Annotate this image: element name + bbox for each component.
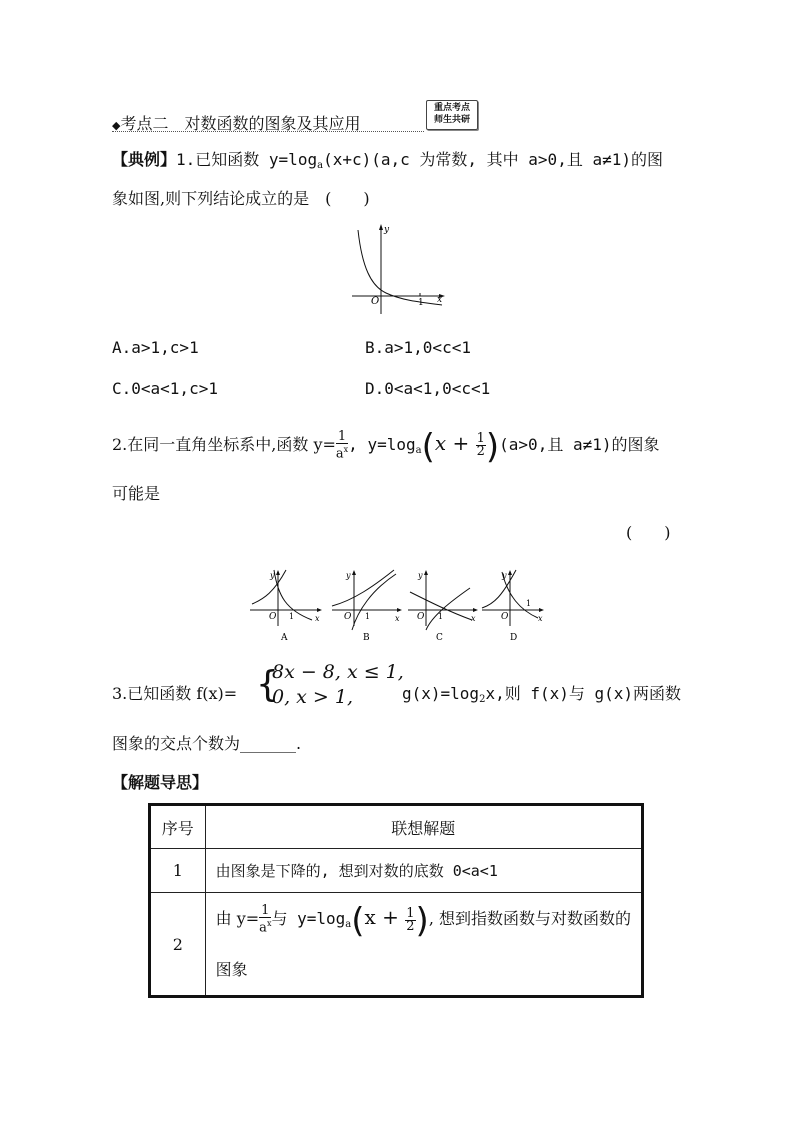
q2-line-2: 可能是 [112,484,161,503]
q1-y-label: y [384,225,390,235]
q2-answer-paren: ( ) [626,523,671,542]
guide-row-2-content [205,893,642,997]
q2b-y-label: y [346,571,351,580]
q2d-y-arrow-icon [508,570,512,575]
option-b[interactable]: B.a>1,0<c<1 [365,338,471,357]
q2d-label: D [510,633,518,643]
diamond-bullet-icon: ◆ [112,119,121,132]
guide-row-2-line-1: 由 y= $\frac{1}{a^x}$ 与 $y=\log_a(x$ + $\frac{1}{2}$ ), 想到指数函数与对数函数的 [215,901,631,942]
guide-row-1-text: 由图象是下降的, 想到对数的底数 0<a<1 [205,849,642,893]
q2a-y-arrow-icon [276,570,280,575]
q2a-label: A [281,633,288,643]
q2b-y-arrow-icon [352,570,356,575]
q2b-one: 1 [365,612,371,621]
q2c-label: C [436,633,443,643]
q2-fraction: $\frac{1}{a^x}$ [335,429,349,462]
q2d-y-label: y [502,571,507,580]
q2a-origin: O [269,612,277,622]
q2c-log-curve [426,588,470,630]
guide-tag: 【解题导思】 [112,773,209,792]
guide-row-1 [150,849,643,893]
guide-header-content: 联想解题 [205,805,642,849]
q2-half: $\frac{1}{2}$ [476,431,485,460]
guide-table [148,803,644,998]
q2-graph-b [332,570,402,643]
q3-line-2: 图象的交点个数为_______. [112,734,302,753]
guide-left-paren-icon: ( [351,901,365,942]
q2a-x-label: x [315,614,320,623]
q3-lead: 3.已知函数 f(x)= [112,684,238,703]
q2b-x-label: x [395,614,400,623]
q2b-log-curve [352,574,396,630]
q3-case-2: 0, x > 1, [272,686,354,708]
guide-right-paren-icon: ) [415,901,429,942]
option-a[interactable]: A.a>1,c>1 [112,338,199,357]
option-c[interactable]: C.0<a<1,c>1 [112,379,218,398]
q2d-x-arrow-icon [539,608,544,612]
q1-line-2: 象如图,则下列结论成立的是 ( ) [112,189,370,208]
q3-brace-icon: { [256,664,279,705]
q2c-x-arrow-icon [473,608,478,612]
q1-x-label: x [437,295,443,305]
q2d-one: 1 [526,599,532,608]
badge-key-point [426,100,478,130]
q2b-label: B [363,633,370,643]
q1-tick-label: 1 [418,298,424,308]
q2c-x-label: x [471,614,476,623]
example-tag: 【典例】 [112,150,177,169]
q2-line-1: 2.在同一直角坐标系中,函数 y= $\frac{1}{a^x}$ , $y=\log_a(x$ + $\frac{1}{2}$ )(a>0,且 a≠1)的图象 [112,427,660,468]
q2a-exp-curve [252,570,286,604]
q2b-x-arrow-icon [397,608,402,612]
q2-graph-d [482,570,544,643]
guide-row-1-no: 1 [150,849,206,893]
guide-row-2 [150,893,643,997]
q2c-y-label: y [418,571,423,580]
guide-half: $\frac{1}{2}$ [406,905,415,934]
badge-line-2: 师生共研 [433,115,470,125]
q2a-x-arrow-icon [317,608,322,612]
q2-right-paren-icon: ) [485,427,500,468]
section-title: 考点二 对数函数的图象及其应用 [120,114,361,133]
q2-graph-c [408,570,478,643]
q2-graphs [248,566,548,646]
q1-curve [358,230,442,305]
guide-header-no: 序号 [150,805,206,849]
guide-row-2-no: 2 [150,893,206,997]
q2d-origin: O [501,612,509,622]
q2-graph-a [250,570,322,643]
guide-fraction: $\frac{1}{a^x}$ [259,903,272,936]
q1-graph [346,222,448,318]
q3-tail: $g(x)=\log_2x$,则 f(x)与 g(x)两函数 [402,684,682,705]
heading-underline [112,131,424,132]
q2b-exp-curve [332,570,394,606]
guide-header-row [150,805,643,849]
option-d[interactable]: D.0<a<1,0<c<1 [365,379,491,398]
q1-y-arrow-icon [379,224,383,230]
q2c-origin: O [417,612,425,622]
q2d-exp-curve [482,570,516,608]
section-heading [112,113,360,137]
q1-line-1: 【典例】1.已知函数 $y=\log_a(x+c)(a,c$ 为常数, 其中 a>0,且 a≠1)的图 [112,150,663,171]
q2a-one: 1 [289,612,295,621]
badge-line-1: 重点考点 [433,103,470,113]
q2d-x-label: x [538,614,543,623]
q3-case-1: 8x − 8, x ≤ 1, [272,661,404,683]
q2c-y-arrow-icon [424,570,428,575]
q2-left-paren-icon: ( [421,427,435,468]
guide-row-2-line-2: 图象 [215,959,248,979]
q2a-y-label: y [270,571,275,580]
q2c-one: 1 [438,612,444,621]
q1-origin-label: O [371,296,380,307]
q2b-origin: O [344,612,352,622]
